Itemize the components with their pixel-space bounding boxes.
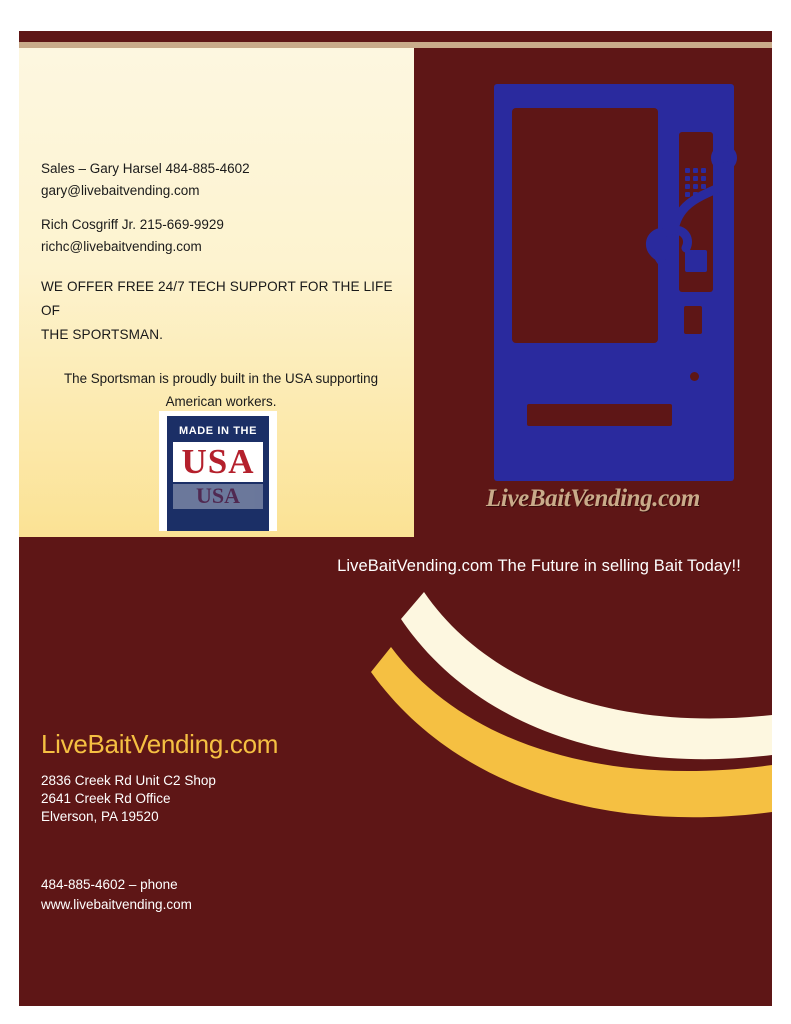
support-statement-line2: THE SPORTSMAN.: [41, 327, 163, 342]
footer-phone: 484-885-4602 – phone: [41, 877, 178, 892]
vending-machine-body: [494, 84, 734, 481]
sales-contact-name: Sales – Gary Harsel 484-885-4602: [41, 161, 250, 176]
swoosh-decoration: [19, 537, 772, 998]
footer-tagline: LiveBaitVending.com The Future in selling Bait Today!!: [337, 557, 741, 575]
footer-contact: [41, 875, 192, 916]
vending-machine-illustration: [414, 48, 772, 537]
rep-contact-name: Rich Cosgriff Jr. 215-669-9929: [41, 216, 224, 232]
rep-contact-email[interactable]: richc@livebaitvending.com: [41, 238, 202, 254]
made-in-usa-badge-inner: [167, 416, 269, 531]
made-in-usa-badge: [159, 411, 277, 531]
footer-brand: LiveBaitVending.com: [41, 729, 279, 759]
made-in-usa-statement-line1: The Sportsman is proudly built in the USA supporting: [63, 370, 379, 386]
address-line-2: 2641 Creek Rd Office: [41, 790, 171, 806]
address-line-1: 2836 Creek Rd Unit C2 Shop: [41, 773, 216, 788]
product-photo-panel: [414, 48, 772, 537]
address-line-3: Elverson, PA 19520: [41, 808, 159, 824]
vending-machine-window: [512, 108, 658, 343]
badge-top-text: MADE IN THE: [178, 425, 258, 437]
machine-lock-icon: [690, 372, 699, 381]
badge-main-text: USA: [173, 442, 263, 482]
badge-bottom-text: USA: [173, 484, 263, 509]
support-statement-line1: WE OFFER FREE 24/7 TECH SUPPORT FOR THE LIFE OF: [41, 279, 393, 319]
sales-contact-email[interactable]: gary@livebaitvending.com: [41, 182, 200, 198]
made-in-usa-statement-line2: American workers.: [165, 394, 277, 410]
upper-section: [19, 48, 772, 537]
contact-block: [41, 158, 401, 414]
footer-address: [41, 772, 216, 826]
vending-machine-dispense-tray: [527, 404, 672, 426]
top-accent-band: [19, 31, 772, 42]
contact-panel: [19, 48, 414, 537]
footer-section: [19, 537, 772, 998]
footer-website[interactable]: www.livebaitvending.com: [41, 897, 192, 913]
fish-hook-icon: [644, 144, 754, 274]
coin-return-slot: [684, 306, 702, 334]
machine-caption: LiveBaitVending.com: [486, 485, 700, 512]
spacer: [41, 202, 401, 214]
bottom-accent-band: [19, 998, 772, 1006]
